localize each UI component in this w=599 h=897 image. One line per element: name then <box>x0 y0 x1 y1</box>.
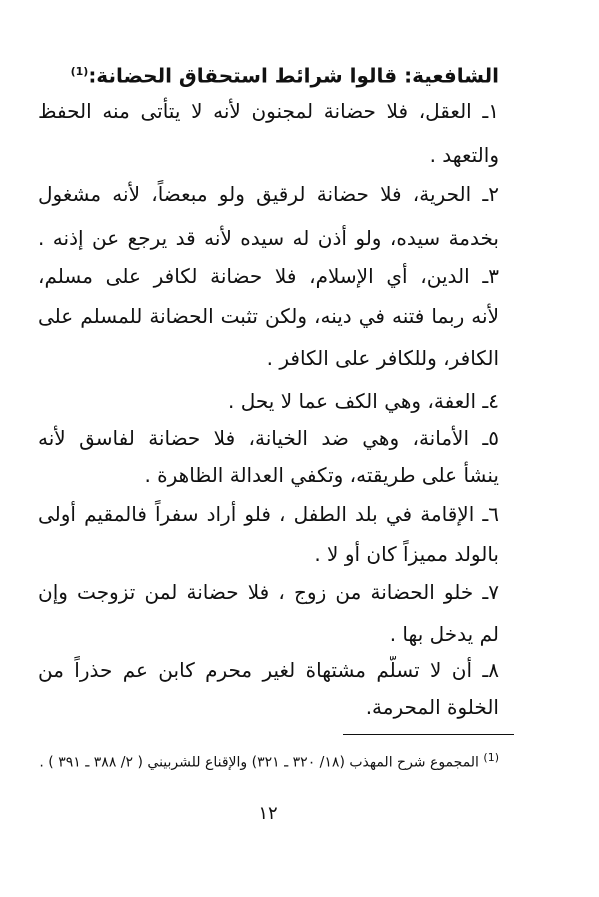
footnote-divider <box>343 734 514 735</box>
footnote <box>38 748 499 773</box>
footnote-marker: (1) <box>70 65 89 78</box>
section-heading: الشافعية: قالوا شرائط استحقاق الحضانة: <box>88 63 499 88</box>
paragraph-line-7: لأنه ربما فتنه في دينه، ولكن تثبت الحضانة للمسلم على <box>38 304 499 328</box>
paragraph-line-16: ٨ـ أن لا تسلَّم مشتهاة لغير محرم كابن عم حذراً من <box>38 658 499 682</box>
footnote-text: المجموع شرح المهذب (١٨/ ٣٢٠ ـ ٣٢١) والإقناع للشربيني ( ٢/ ٣٨٨ ـ ٣٩١ ) . <box>39 754 479 771</box>
paragraph-line-2: ١ـ العقل، فلا حضانة لمجنون لأنه لا يتأتى منه الحفظ <box>38 99 499 123</box>
paragraph-line-14: ٧ـ خلو الحضانة من زوج ، فلا حضانة لمن تزوجت وإن <box>38 580 499 604</box>
paragraph-line-11: ينشأ على طريقته، وتكفي العدالة الظاهرة . <box>144 463 499 487</box>
paragraph-line-10: ٥ـ الأمانة، وهي ضد الخيانة، فلا حضانة لفاسق لأنه <box>38 426 499 450</box>
paragraph-line-13: بالولد مميزاً كان أو لا . <box>314 542 499 566</box>
footnote-number: (1) <box>483 751 499 764</box>
paragraph-line-9: ٤ـ العفة، وهي الكف عما لا يحل . <box>228 389 499 413</box>
paragraph-line-15: لم يدخل بها . <box>389 622 499 646</box>
paragraph-line-4: ٢ـ الحرية، فلا حضانة لرقيق ولو مبعضاً، لأنه مشغول <box>38 182 499 206</box>
paragraph-line-3: والتعهد . <box>429 143 499 167</box>
paragraph-line-8: الكافر، وللكافر على الكافر . <box>266 346 499 370</box>
paragraph-line-17: الخلوة المحرمة. <box>365 695 499 719</box>
page-number: ١٢ <box>258 803 278 824</box>
paragraph-line-12: ٦ـ الإقامة في بلد الطفل ، فلو أراد سفراً فالمقيم أولى <box>38 502 499 526</box>
paragraph-line-6: ٣ـ الدين، أي الإسلام، فلا حضانة لكافر على مسلم، <box>38 264 499 288</box>
paragraph-line-5: بخدمة سيده، ولو أذن له سيده لأنه قد يرجع عن إذنه . <box>38 226 499 250</box>
paragraph-line-1 <box>38 58 499 90</box>
